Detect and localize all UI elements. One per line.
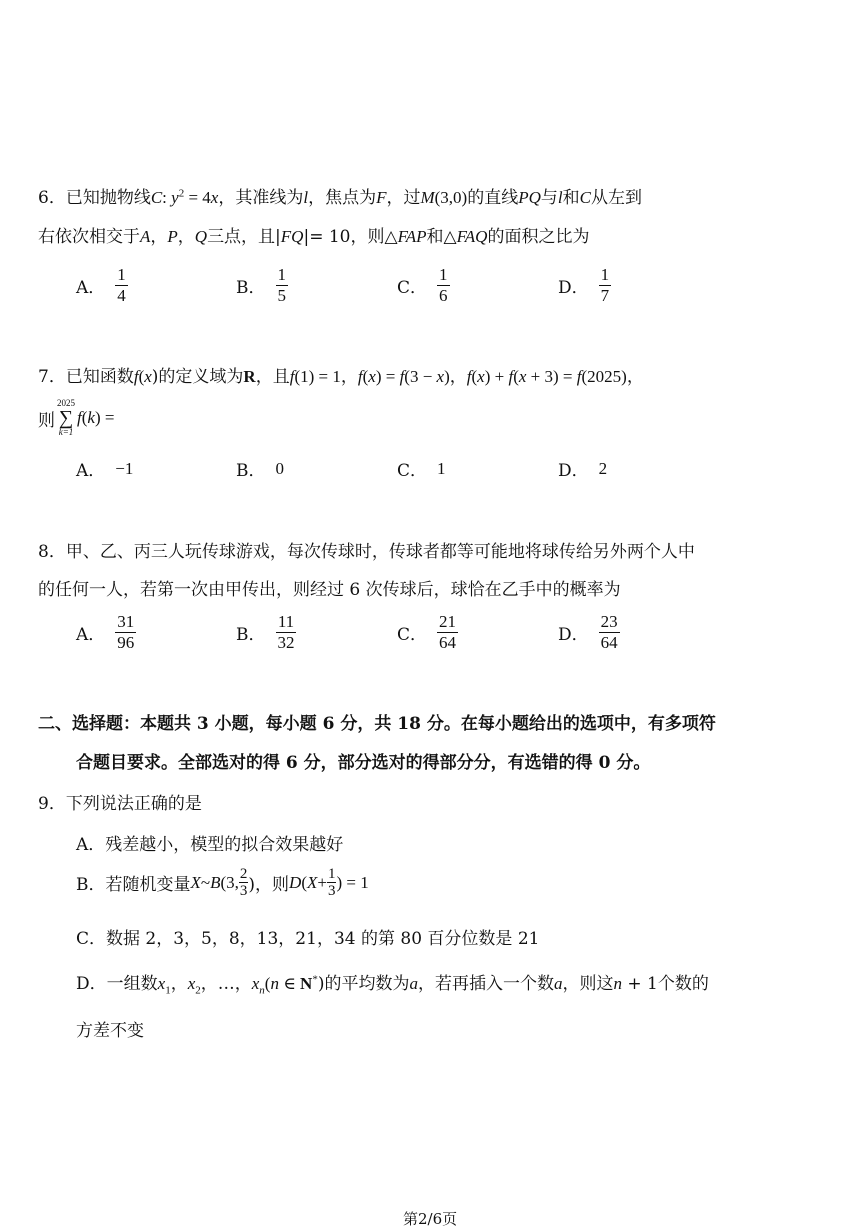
q6-line2: 右依次相交于A，P，Q三点，且|FQ|= 10，则△FAP和△FAQ的面积之比为 [38,227,590,247]
section2-heading-line1: 二、选择题：本题共 3 小题，每小题 6 分，共 18 分。在每小题给出的选项中，有多项符 [38,714,716,734]
q9-option-d: D．一组数$x_1$，$x_2$，…，$x_n(n$ ∈ N*)的平均数为a，若再插入一个数a，则这n + 1个数的 [76,973,709,997]
q7-option-c: C． 1 [397,458,446,481]
summation: 2025 ∑ k=1 [57,398,75,437]
q7-option-a: A． −1 [76,458,134,481]
q7-line2: 则 2025 ∑ k=1 f ( k ) = [38,398,115,437]
q8-option-d: D． $\frac{23}{64}$ [558,612,618,652]
section2-heading-line2: 合题目要求。全部选对的得 6 分，部分选对的得部分分，有选错的得 0 分。 [76,753,651,773]
q9-option-d-line2: 方差不变 [76,1021,144,1041]
q6-option-d: D． $\frac{1}{7}$ [558,265,610,305]
q9-option-a: A．残差越小，模型的拟合效果越好 [76,835,344,855]
q6-option-b: B． $\frac{1}{5}$ [236,265,286,305]
page-number: 第2/6页 [403,1210,458,1228]
q8-option-b: B． $\frac{11}{32}$ [236,612,295,652]
q8-line1: 8．甲、乙、丙三人玩传球游戏，每次传球时，传球者都等可能地将球传给另外两个人中 [38,542,695,562]
q7-line1: 7．已知函数f(x)的定义域为R，且f(1) = 1，f(x) = f(3 − x)，f(x) + f(x + 3) = f(2025)， [38,367,644,387]
q6-option-a: A． $\frac{1}{4}$ [76,265,126,305]
q9-option-c: C．数据 2，3，5，8，13，21，34 的第 80 百分位数是 21 [76,929,540,949]
q8-option-c: C． $\frac{21}{64}$ [397,612,457,652]
q8-line2: 的任何一人，若第一次由甲传出，则经过 6 次传球后，球恰在乙手中的概率为 [38,580,621,600]
q7-option-d: D． 2 [558,458,608,481]
q9-option-b: B．若随机变量 X ~ B (3, $\frac{2}{3}$ )，则 D ( X + $\frac{1}{3}$ ) = 1 [76,866,369,899]
q6-option-c: C． $\frac{1}{6}$ [397,265,448,305]
q7-option-b: B． 0 [236,458,284,481]
q8-option-a: A． $\frac{31}{96}$ [76,612,135,652]
q6-line1: 6．已知抛物线C: $y^2 = 4x$，其准线为l，焦点为F，过M(3,0)的直线PQ与l和C从左到 [38,187,642,208]
q9-stem: 9．下列说法正确的是 [38,794,202,814]
